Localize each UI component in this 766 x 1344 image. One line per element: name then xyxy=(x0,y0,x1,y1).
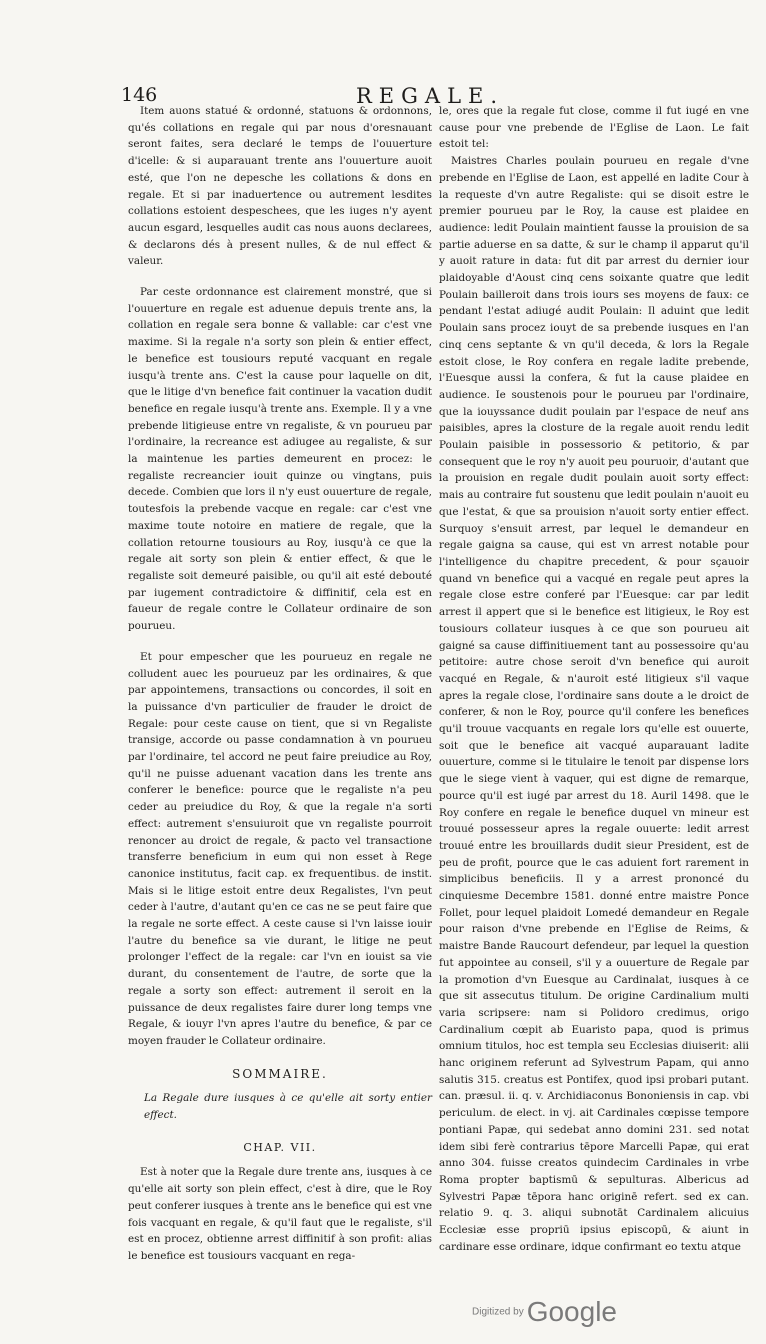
left-paragraph-3: Et pour empescher que les pourueuz en regale ne colludent auec les pourueuz par les ordinaires, & que par appointemens, transactions ou concordes, il soit en la puissance d'vn particulier de frauder le droict de Regale: pour ceste cause on tient, que si vn Regaliste transige, accorde ou passe condamnation à vn pourueu par l'ordinaire, tel accord ne peut faire preiudice au Roy, qu'il ne puisse aduenant vacation dans les trente ans conferer le benefice: pource que le regaliste n'a peu ceder au preiudice du Roy, & que la regale n'a sorti effect: autrement s'ensuiuroit que vn regaliste pourroit renoncer au droict de regale, & pacto vel transactione transferre beneficium in eum qui non esset à Rege canonice institutus, facit cap. ex frequentibus. de instit. Mais si le litige estoit entre deux Regalistes, l'vn peut ceder à l'autre, d'autant qu'en ce cas ne se peut faire que la regale ne sorte effect. A ceste cause si l'vn laisse iouir l'autre du benefice sa vie durant, le litige ne peut prolonger l'effect de la regale: car l'vn en iouist sa vie durant, du consentement de l'autre, de sorte que la regale a sorty son effect: autrement il seroit en la puissance de deux regalistes faire durer long temps vne Regale, & iouyr l'vn apres l'autre du benefice, & par ce moyen frauder le Collateur ordinaire. xyxy=(128,650,432,1047)
running-title: REGALE. xyxy=(356,84,505,108)
chapter-text: Est à noter que la Regale dure trente ans, iusques à ce qu'elle ait sorty son plein effect, c'est à dire, que le Roy peut conferer iusques à trente ans le benefice qui est vne fois vacquant en regale, & qu'il faut que le regaliste, s'il est en procez, obtienne arrest diffinitif à son profit: alias le benefice est tousiours vacquant en rega- xyxy=(128,1166,432,1262)
left-column xyxy=(128,103,432,1265)
digitized-by-label: Digitized by xyxy=(472,1306,524,1318)
summary-text: La Regale dure iusques à ce qu'elle ait sorty entier effect. xyxy=(144,1092,432,1122)
right-column xyxy=(439,103,749,1256)
right-paragraph-1: le, ores que la regale fut close, comme il fut iugé en vne cause pour vne prebende de l'Eglise de Laon. Le fait estoit tel: xyxy=(439,105,749,151)
left-paragraph-1: Item auons statué & ordonné, statuons & ordonnons, qu'és collations en regale qui par nous d'oresnauant seront faites, sera declaré le temps de l'ouuerture d'icelle: & si auparauant trente ans l'ouuerture auoit esté, que l'on ne depesche les collations & dons en regale. Et si par inaduertence ou autrement lesdites collations estoient despeschees, que les iuges n'y ayent aucun esgard, lesquelles audit cas nous auons declarees, & declarons dés à present nulles, & de nul effect & valeur. xyxy=(128,105,432,268)
summary-heading: SOMMAIRE. xyxy=(232,1066,328,1081)
left-paragraph-2: Par ceste ordonnance est clairement monstré, que si l'ouuerture en regale est aduenue depuis trente ans, la collation en regale sera bonne & vallable: car c'est vne maxime. Si la regale n'a sorty son plein & entier effect, le benefice est tousiours reputé vacquant en regale iusqu'à trente ans. C'est la cause pour laquelle on dit, que le litige d'vn benefice fait continuer la vacation dudit benefice en regale iusqu'à trente ans. Exemple. Il y a vne prebende litigieuse entre vn regaliste, & vn pourueu par l'ordinaire, la recreance est adiugee au regaliste, & sur la maintenue les parties demeurent en procez: le regaliste recreancier iouit quinze ou vingtans, puis decede. Combien que lors il n'y eust ouuerture de regale, toutesfois la prebende vacque en regale: car c'est vne maxime toute notoire en matiere de regale, que la collation retourne tousiours au Roy, iusqu'à ce que la regale ait sorty son plein & entier effect, & que le regaliste soit demeuré paisible, ou qu'il ait esté debouté par iugement contradictoire & diffinitif, cela est en faueur de regale contre le Collateur ordinaire de son pourueu. xyxy=(128,286,432,633)
digitized-by-google xyxy=(472,1296,617,1328)
google-logo: Google xyxy=(526,1296,617,1327)
chapter-heading: CHAP. VII. xyxy=(243,1140,317,1154)
right-paragraph-2: Maistres Charles poulain pourueu en regale d'vne prebende en l'Eglise de Laon, est appellé en ladite Cour à la requeste d'vn autre Regaliste: qui se disoit estre le premier pourueu par le Roy, la cause est plaidee en audience: ledit Poulain maintient fausse la prouision de sa partie aduerse en sa datte, & sur le champ il apparut qu'il y auoit rature in data: fut dit par arrest du dernier iour plaidoyable d'Aoust cinq cens soixante quatre que ledit Poulain bailleroit dans trois iours ses moyens de faux: ce pendant l'estat adiugé audit Poulain: Il aduint que ledit Poulain sans procez iouyt de sa prebende iusques en l'an cinq cens septante & vn qu'il deceda, & lors la Regale estoit close, le Roy confera en regale ladite prebende, l'Euesque aussi la confera, & fut la cause plaidee en audience. Ie soustenois pour le pourueu par l'ordinaire, que la iouyssance dudit poulain par l'espace de neuf ans paisibles, apres la closture de la regale auoit rendu ledit Poulain paisible in possessorio & petitorio, & par consequent que le roy n'y auoit peu pouruoir, d'autant que la prouision en regale dudit poulain auoit sorty effect: mais au contraire fut soustenu que ledit poulain n'auoit eu que l'estat, & que sa prouision n'auoit sorty entier effect. Surquoy s'ensuit arrest, par lequel le demandeur en regale gaigna sa cause, qui est vn arrest notable pour l'intelligence du chapitre precedent, & pour sçauoir quand vn benefice qui a vacqué en regale peut apres la regale close estre conferé par l'Euesque: car par ledit arrest il appert que si le benefice est litigieux, le Roy est tousiours collateur iusques à ce que son pourueu ait gaigné sa cause diffinitiuement tant au possessoire qu'au petitoire: autre chose seroit d'vn benefice qui auroit vacqué en Regale, & n'auroit esté litigieux s'il vaque apres la regale close, l'ordinaire sans doute a le droict de conferer, & non le Roy, pource qu'il confere les benefices qu'il trouue vacquants en regale lors qu'elle est ouuerte, soit que le benefice ait vacqué auparauant ladite ouuerture, comme si le titulaire le tenoit par dispense lors que le siege vient à vaquer, qui est digne de remarque, pource qu'il est iugé par arrest du 18. Auril 1498. que le Roy confere en regale le benefice duquel vn mineur est trouué possesseur apres la regale ouuerte: ledit arrest trouué entre les brouillards dudit sieur President, est de peu de profit, pource que le cas aduient fort rarement in simplicibus beneficiis. Il y a arrest prononcé du cinquiesme Decembre 1581. donné entre maistre Ponce Follet, pour lequel plaidoit Lomedé demandeur en Regale pour raison d'vne prebende en l'Eglise de Reims, & maistre Bande Raucourt defendeur, par lequel la question fut appointee au conseil, s'il y a ouuerture de Regale par la promotion d'vn Euesque au Cardinalat, iusques à ce que sit assecutus titulum. De origine Cardinalium multi varia scripsere: nam si Polidoro credimus, origo Cardinalium cœpit ab Euaristo papa, quod is primus omnium titulos, hoc est templa seu Ecclesias diuiserit: alii hanc originem referunt ad Sylvestrum Papam, qui anno salutis 315. creatus est Pontifex, quod ipsi probari putant. can. præsul. ii. q. v. Archidiaconus Bononiensis in cap. vbi periculum. de elect. in vj. ait Cardinales cœpisse tempore pontiani Papæ, qui sedebat anno domini 231. sed notat idem sibi ferè contrarius tēpore Marcelli Papæ, qui erat anno 304. fuisse creatos quindecim Cardinales in vrbe Roma propter baptismū & sepulturas. Albericus ad Sylvestri Papæ tēpora hanc originē refert. sed ex can. relatio 9. q. 3. aliqui subnotāt Cardinalem alicuius Ecclesiæ esse propriū ipsius episcopū, & aiunt in cardinare esse ordinare, idque confirmant eo textu atque xyxy=(439,155,749,1253)
page-number: 146 xyxy=(121,84,158,106)
